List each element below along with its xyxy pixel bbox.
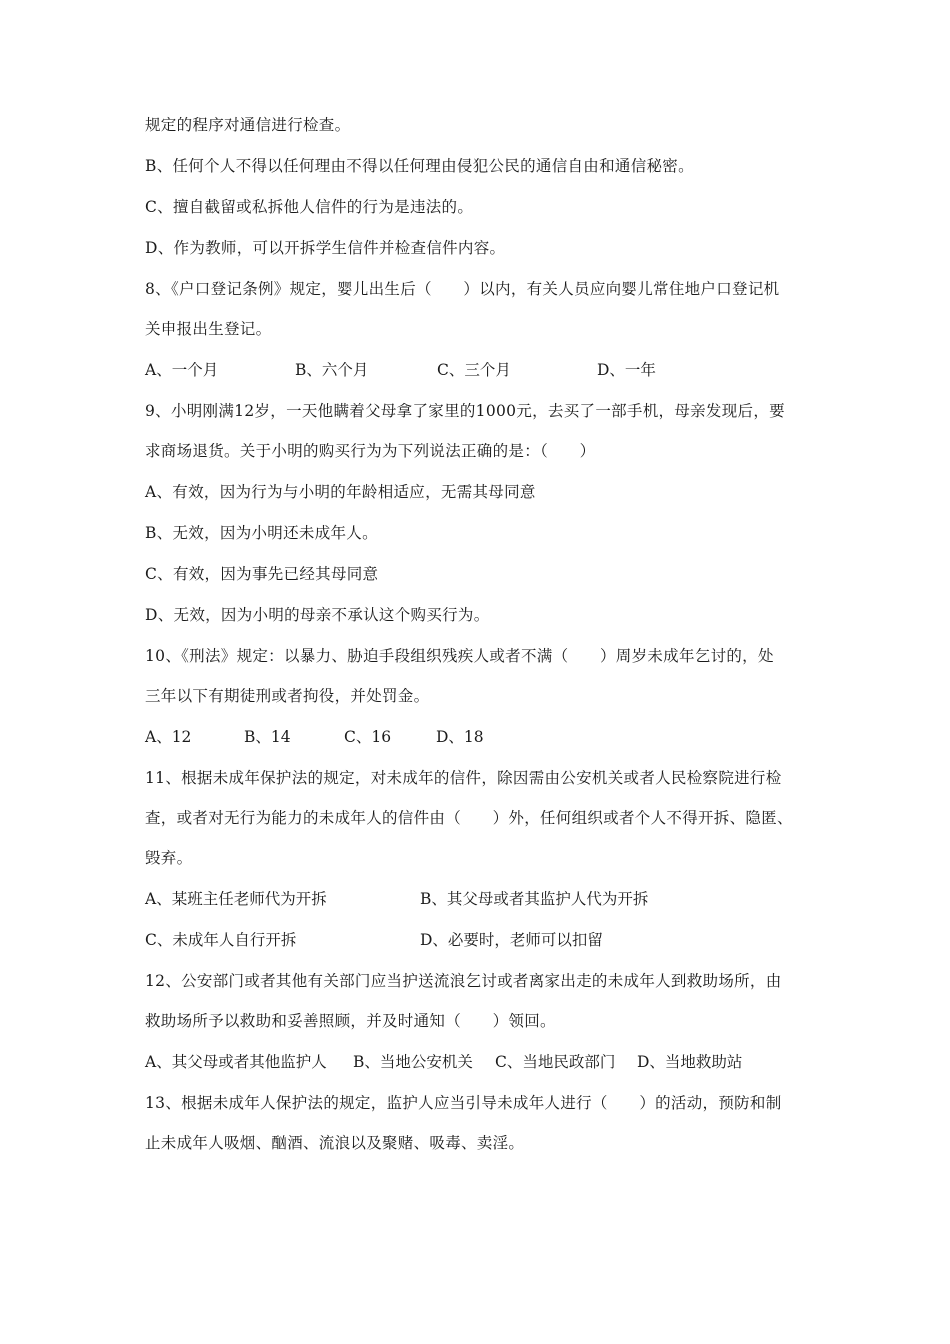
option-b-q7: B、任何个人不得以任何理由不得以任何理由侵犯公民的通信自由和通信秘密。 <box>145 157 694 175</box>
question-8-options <box>145 360 815 380</box>
option-b-q9: B、无效，因为小明还未成年人。 <box>145 524 378 542</box>
option-a-q9: A、有效，因为行为与小明的年龄相适应，无需其母同意 <box>145 483 536 501</box>
question-12: 12、公安部门或者其他有关部门应当护送流浪乞讨或者离家出走的未成年人到救助场所，由 <box>145 972 782 990</box>
option-c: C、三个月 <box>437 361 511 379</box>
option-d-q9: D、无效，因为小明的母亲不承认这个购买行为。 <box>145 606 490 624</box>
option-d: D、必要时，老师可以扣留 <box>420 931 603 949</box>
question-11-cont2: 毁弃。 <box>145 849 193 867</box>
question-11: 11、根据未成年保护法的规定，对未成年的信件，除因需由公安机关或者人民检察院进行检 <box>145 769 782 787</box>
question-8: 8、《户口登记条例》规定，婴儿出生后（ ）以内，有关人员应向婴儿常住地户口登记机 <box>145 280 780 298</box>
option-d-q7: D、作为教师，可以开拆学生信件并检查信件内容。 <box>145 239 506 257</box>
option-b: B、其父母或者其监护人代为开拆 <box>420 890 649 908</box>
question-9-cont: 求商场退货。关于小明的购买行为为下列说法正确的是：（ ） <box>145 442 596 460</box>
document-page <box>145 115 815 1153</box>
question-13-cont: 止未成年人吸烟、酗酒、流浪以及聚赌、吸毒、卖淫。 <box>145 1134 525 1152</box>
question-10-cont: 三年以下有期徒刑或者拘役，并处罚金。 <box>145 687 430 705</box>
question-11-cont: 查，或者对无行为能力的未成年人的信件由（ ）外，任何组织或者个人不得开拆、隐匿、 <box>145 809 793 827</box>
option-d: D、一年 <box>597 361 656 379</box>
option-c-q9: C、有效，因为事先已经其母同意 <box>145 565 379 583</box>
question-9: 9、小明刚满12岁，一天他瞒着父母拿了家里的1000元，去买了一部手机，母亲发现后，要 <box>145 402 785 420</box>
question-11-options-row1 <box>145 889 815 909</box>
question-12-cont: 救助场所予以救助和妥善照顾，并及时通知（ ）领回。 <box>145 1012 556 1030</box>
question-10-options <box>145 727 815 747</box>
option-b: B、六个月 <box>295 361 369 379</box>
option-a: A、12 <box>145 728 192 746</box>
option-a: A、其父母或者其他监护人 <box>145 1053 327 1071</box>
option-a: A、一个月 <box>145 361 219 379</box>
option-c-q7: C、擅自截留或私拆他人信件的行为是违法的。 <box>145 198 474 216</box>
option-c: C、当地民政部门 <box>495 1053 616 1071</box>
option-d: D、18 <box>436 728 484 746</box>
question-12-options <box>145 1052 815 1072</box>
question-13: 13、根据未成年人保护法的规定，监护人应当引导未成年人进行（ ）的活动，预防和制 <box>145 1094 782 1112</box>
option-d: D、当地救助站 <box>637 1053 743 1071</box>
option-b: B、当地公安机关 <box>353 1053 473 1071</box>
question-8-cont: 关申报出生登记。 <box>145 320 272 338</box>
option-c: C、未成年人自行开拆 <box>145 931 297 949</box>
question-10: 10、《刑法》规定：以暴力、胁迫手段组织残疾人或者不满（ ）周岁未成年乞讨的，处 <box>145 647 774 665</box>
option-a: A、某班主任老师代为开拆 <box>145 890 327 908</box>
question-11-options-row2 <box>145 930 815 950</box>
text-line: 规定的程序对通信进行检查。 <box>145 116 351 134</box>
option-c: C、16 <box>344 728 392 746</box>
option-b: B、14 <box>244 728 291 746</box>
